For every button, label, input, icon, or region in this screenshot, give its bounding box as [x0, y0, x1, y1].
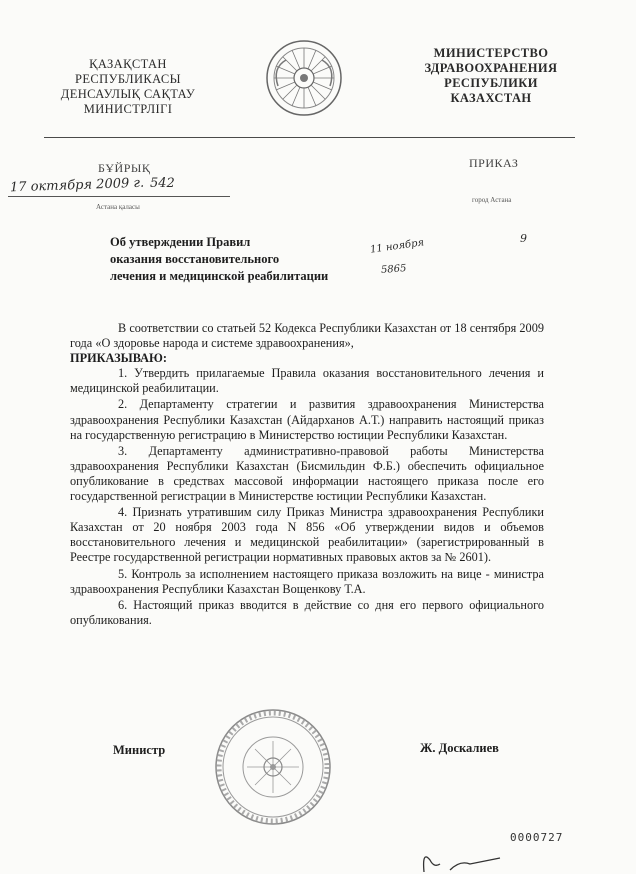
minister-name: Ж. Доскалиев — [420, 741, 499, 755]
document-title — [110, 234, 380, 285]
handwritten-date: 17 октября 2009 г. — [9, 175, 145, 196]
body-item: 4. Признать утратившим силу Приказ Министра здравоохранения Республики Казахстан от 20 ноября 2003 года N 856 «Об утверждении видов и объемов восстановительного лечения и медицинской реабилитации» (зарегистрированный в Реестре государственной регистрации нормативных правовых актов за № 2601). — [70, 505, 544, 565]
signature-title: Министр — [113, 743, 166, 757]
header-right-line: КАЗАХСТАН — [450, 91, 532, 105]
state-emblem-icon — [264, 38, 344, 118]
document-body — [70, 321, 544, 628]
header-left-line: ҚАЗАҚСТАН — [89, 57, 167, 71]
title-line: оказания восстановительного — [110, 252, 280, 266]
body-item: 6. Настоящий приказ вводится в действие со дня его первого официального опубликования. — [70, 597, 544, 627]
title-line: Об утверждении Правил — [110, 235, 251, 249]
body-item: 2. Департаменту стратегии и развития здравоохранения Министерства здравоохранения Республики Казахстан (Айдарханов А.Т.) направить настоящий приказ на государственную регистрацию в Министерство юстиции Республики Казахстан. — [70, 397, 544, 442]
header-left-kazakh — [44, 57, 212, 117]
prikazyvayu-heading: ПРИКАЗЫВАЮ: — [70, 351, 167, 366]
header-right-line: ЗДРАВООХРАНЕНИЯ — [424, 61, 558, 75]
body-item: 3. Департаменту административно-правовой работы Министерства здравоохранения Республики Казахстан (Бисмильдин Ф.Б.) обеспечить официальное опубликование в средствах массовой информации настоящего приказа после его государственной регистрации в Министерстве юстиции Республики Казахстан. — [70, 443, 544, 504]
header-left-line: ДЕНСАУЛЫҚ САҚТАУ — [60, 87, 196, 101]
body-item: 5. Контроль за исполнением настоящего приказа возложить на вице - министра здравоохранения Республики Казахстан Вощенкову Т.А. — [70, 566, 544, 596]
body-intro: В соответствии со статьей 52 Кодекса Республики Казахстан от 18 сентября 2009 года «О здоровье народа и системе здравоохранения», — [70, 321, 544, 351]
header-left-line: МИНИСТРЛІГІ — [83, 102, 173, 116]
official-seal-icon — [213, 707, 333, 827]
handwritten-signature-scribble — [400, 830, 510, 874]
handwritten-registration-number: 5865 — [380, 263, 407, 276]
header-divider — [44, 137, 575, 138]
serial-number: 0000727 — [510, 831, 564, 844]
city-russian: город Астана — [472, 196, 512, 204]
header-left-line: РЕСПУБЛИКАСЫ — [75, 72, 181, 86]
order-label-russian: ПРИКАЗ — [469, 156, 519, 170]
title-line: лечения и медицинской реабилитации — [110, 269, 329, 283]
handwritten-page-number: 9 — [520, 232, 527, 245]
date-underline — [8, 196, 230, 197]
header-right-line: РЕСПУБЛИКИ — [444, 76, 538, 90]
handwritten-registration-date: 11 ноября — [369, 237, 425, 256]
header-right-russian — [410, 46, 572, 106]
order-label-kazakh: БҰЙРЫҚ — [98, 161, 151, 175]
body-item: 1. Утвердить прилагаемые Правила оказания восстановительного лечения и медицинской реабилитации. — [70, 366, 544, 396]
city-kazakh: Астана қаласы — [96, 203, 140, 211]
handwritten-order-number: 542 — [150, 176, 175, 191]
header-right-line: МИНИСТЕРСТВО — [433, 46, 549, 60]
